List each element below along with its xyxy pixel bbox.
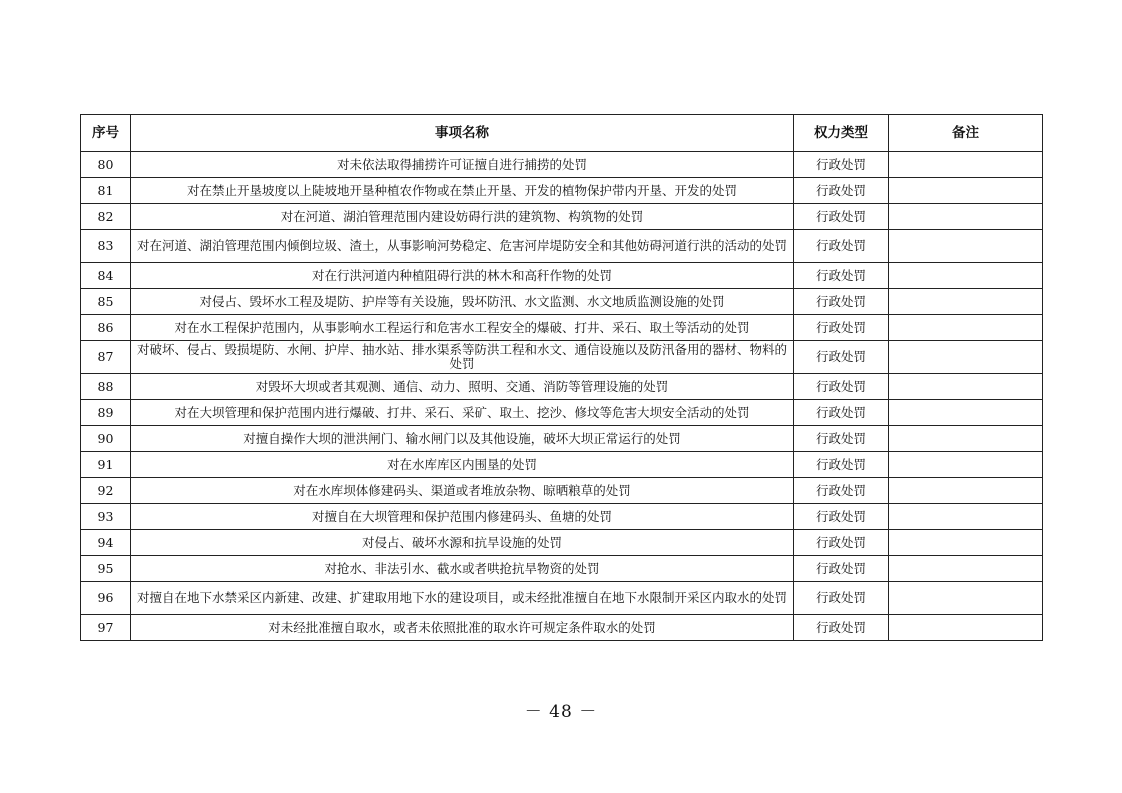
table-row [81,374,1043,400]
cell-type: 行政处罚 [794,615,889,641]
cell-type: 行政处罚 [794,478,889,504]
cell-note [889,530,1043,556]
page-number: － 48 － [524,702,598,722]
cell-no: 85 [81,289,131,315]
cell-name: 对在水工程保护范围内，从事影响水工程运行和危害水工程安全的爆破、打井、采石、取土等活动的处罚 [131,315,794,341]
cell-no: 90 [81,426,131,452]
cell-note [889,615,1043,641]
cell-note [889,504,1043,530]
cell-note [889,426,1043,452]
cell-note [889,582,1043,615]
cell-note [889,452,1043,478]
table-row [81,230,1043,263]
cell-name: 对在禁止开垦坡度以上陡坡地开垦种植农作物或在禁止开垦、开发的植物保护带内开垦、开发的处罚 [131,178,794,204]
cell-name: 对在河道、湖泊管理范围内倾倒垃圾、渣土，从事影响河势稳定、危害河岸堤防安全和其他妨碍河道行洪的活动的处罚 [131,230,794,263]
cell-name: 对在水库库区内围垦的处罚 [131,452,794,478]
cell-no: 89 [81,400,131,426]
cell-no: 88 [81,374,131,400]
cell-type: 行政处罚 [794,530,889,556]
table-row [81,478,1043,504]
table-row [81,263,1043,289]
cell-type: 行政处罚 [794,315,889,341]
cell-no: 86 [81,315,131,341]
cell-name: 对擅自在地下水禁采区内新建、改建、扩建取用地下水的建设项目，或未经批准擅自在地下水限制开采区内取水的处罚 [131,582,794,615]
cell-type: 行政处罚 [794,204,889,230]
matters-table [80,114,1043,641]
cell-no: 80 [81,152,131,178]
cell-note [889,315,1043,341]
table-row [81,426,1043,452]
cell-name: 对在水库坝体修建码头、渠道或者堆放杂物、晾晒粮草的处罚 [131,478,794,504]
table-row [81,530,1043,556]
table-row [81,452,1043,478]
cell-note [889,478,1043,504]
cell-name: 对擅自在大坝管理和保护范围内修建码头、鱼塘的处罚 [131,504,794,530]
table-row [81,504,1043,530]
cell-type: 行政处罚 [794,178,889,204]
cell-name: 对在行洪河道内种植阻碍行洪的林木和高秆作物的处罚 [131,263,794,289]
header-name: 事项名称 [131,115,794,152]
cell-no: 92 [81,478,131,504]
cell-note [889,374,1043,400]
cell-note [889,400,1043,426]
cell-no: 82 [81,204,131,230]
header-no: 序号 [81,115,131,152]
cell-type: 行政处罚 [794,582,889,615]
cell-type: 行政处罚 [794,504,889,530]
cell-name: 对未依法取得捕捞许可证擅自进行捕捞的处罚 [131,152,794,178]
table-row [81,315,1043,341]
cell-no: 83 [81,230,131,263]
header-type: 权力类型 [794,115,889,152]
header-note: 备注 [889,115,1043,152]
cell-name: 对未经批准擅自取水，或者未依照批准的取水许可规定条件取水的处罚 [131,615,794,641]
cell-note [889,178,1043,204]
cell-type: 行政处罚 [794,400,889,426]
table-row [81,615,1043,641]
cell-type: 行政处罚 [794,289,889,315]
cell-type: 行政处罚 [794,341,889,374]
cell-no: 84 [81,263,131,289]
cell-name: 对在大坝管理和保护范围内进行爆破、打井、采石、采矿、取土、挖沙、修坟等危害大坝安全活动的处罚 [131,400,794,426]
cell-no: 94 [81,530,131,556]
cell-type: 行政处罚 [794,426,889,452]
cell-name: 对毁坏大坝或者其观测、通信、动力、照明、交通、消防等管理设施的处罚 [131,374,794,400]
table-row [81,178,1043,204]
cell-name: 对擅自操作大坝的泄洪闸门、输水闸门以及其他设施，破坏大坝正常运行的处罚 [131,426,794,452]
cell-note [889,152,1043,178]
cell-note [889,289,1043,315]
cell-type: 行政处罚 [794,452,889,478]
table-row [81,152,1043,178]
table-row [81,556,1043,582]
cell-note [889,230,1043,263]
cell-name: 对侵占、毁坏水工程及堤防、护岸等有关设施，毁坏防汛、水文监测、水文地质监测设施的处罚 [131,289,794,315]
cell-no: 87 [81,341,131,374]
cell-note [889,204,1043,230]
cell-no: 91 [81,452,131,478]
cell-no: 96 [81,582,131,615]
cell-type: 行政处罚 [794,374,889,400]
cell-type: 行政处罚 [794,263,889,289]
cell-name: 对抢水、非法引水、截水或者哄抢抗旱物资的处罚 [131,556,794,582]
cell-no: 93 [81,504,131,530]
cell-name: 对在河道、湖泊管理范围内建设妨碍行洪的建筑物、构筑物的处罚 [131,204,794,230]
cell-type: 行政处罚 [794,230,889,263]
cell-no: 97 [81,615,131,641]
cell-type: 行政处罚 [794,152,889,178]
cell-note [889,263,1043,289]
table-row [81,204,1043,230]
cell-type: 行政处罚 [794,556,889,582]
table-row [81,341,1043,374]
cell-note [889,556,1043,582]
table-header-row [81,115,1043,152]
cell-note [889,341,1043,374]
table-row [81,400,1043,426]
table-row [81,582,1043,615]
cell-name: 对破坏、侵占、毁损堤防、水闸、护岸、抽水站、排水渠系等防洪工程和水文、通信设施以及防汛备用的器材、物料的处罚 [131,341,794,374]
cell-no: 81 [81,178,131,204]
cell-name: 对侵占、破坏水源和抗旱设施的处罚 [131,530,794,556]
cell-no: 95 [81,556,131,582]
table-row [81,289,1043,315]
